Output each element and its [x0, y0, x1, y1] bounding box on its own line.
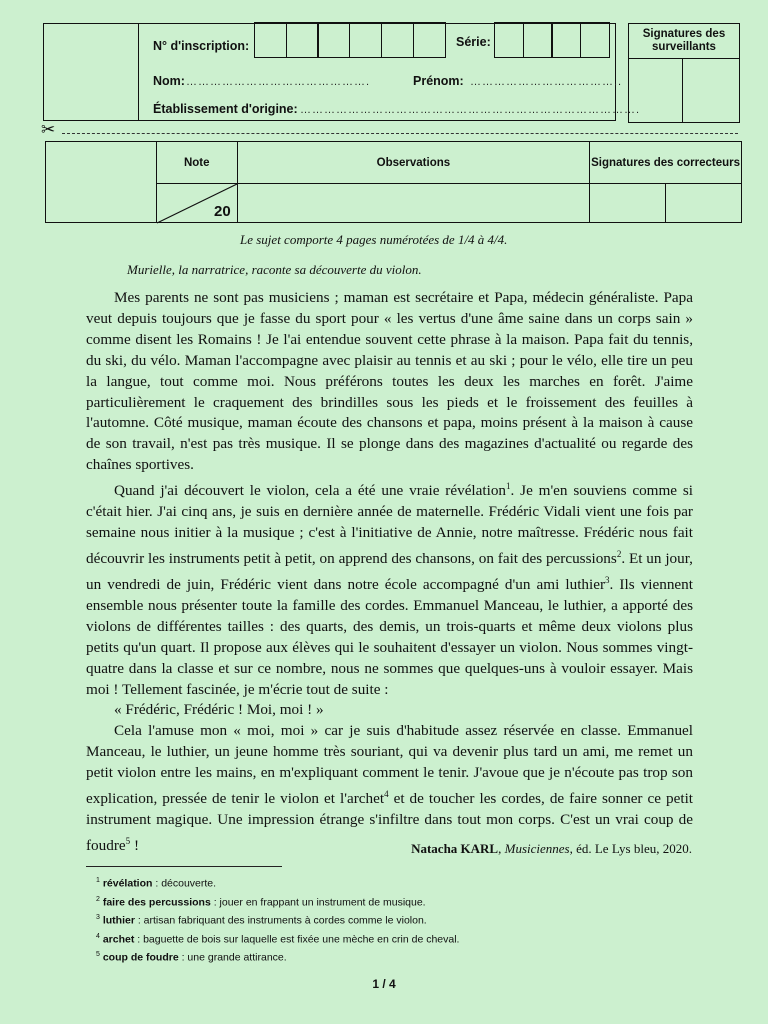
page-notice: Le sujet comporte 4 pages numérotées de 1/4 à 4/4. — [240, 232, 508, 247]
inscription-cells[interactable] — [254, 22, 444, 58]
footnotes — [96, 873, 459, 966]
observations-header: Observations — [237, 142, 589, 184]
work-title: Musiciennes — [504, 841, 570, 856]
serie-label: Série: — [456, 35, 491, 49]
p2-part-a: Quand j'ai découvert le violon, cela a été une vraie révélation — [114, 482, 507, 500]
etablissement-label: Établissement d'origine: — [153, 102, 298, 116]
paragraph-3: « Frédéric, Frédéric ! Moi, moi ! » — [114, 701, 324, 719]
footnote-ref-1: 1 — [506, 481, 511, 492]
p2-part-c: . Et un jour, un vendredi de juin, Frédéric vient dans notre école accompagné d'un ami luthier — [86, 550, 693, 593]
footnote-rule — [86, 866, 282, 867]
footnote-5: $^5$ coup de foudre : une grande attirance. — [96, 951, 287, 964]
serie-cells[interactable] — [494, 22, 609, 58]
surveillants-divider-h — [628, 58, 740, 59]
p4-part-b: et de toucher les cordes, de faire sonner ce petit instrument magique. Une impression étrange s'infiltre dans tout mon corps. C'est un vrai coup de foudre — [86, 790, 694, 854]
nom-label: Nom: — [153, 74, 185, 88]
footnote-ref-4: 4 — [384, 789, 389, 800]
paragraph-2 — [86, 476, 693, 700]
intro-line: Murielle, la narratrice, raconte sa découverte du violon. — [127, 262, 422, 277]
note-max-score: 20 — [213, 203, 231, 220]
paragraph-1: Mes parents ne sont pas musiciens ; maman est secrétaire et Papa, médecin généraliste. Papa veut depuis toujours que je fasse du sport pour « les vertus d'une âme saine dans un corps sain » comme disent les Romains ! Je l'ai entendue souvent cette phrase à la maison. Papa fait du tennis, du ski, du vélo. Maman l'accompagne avec plaisir au tennis et au ski ; pour le vélo, elle tire un peu la langue, tout comme moi. Nous préférons toutes les deux les marches en forêt. J'aime particulièrement le craquement des brindilles sous les pieds et le froissement des feuilles à l'automne. Côté musique, maman écoute des chansons et papa, moins présent à la maison à cause de son travail, n'est pas très musique. Il se plonge dans des magazines d'actualité ou regarde des chaînes sportives. — [86, 289, 693, 474]
observations-cell[interactable] — [237, 184, 589, 223]
source-credit: Natacha KARL, Musiciennes, éd. Le Lys bleu, 2020. — [411, 841, 692, 856]
grading-blank-cell — [46, 142, 157, 223]
author-name: Natacha KARL — [411, 841, 499, 856]
correcteurs-header: Signatures des correcteurs — [590, 142, 742, 184]
note-cell[interactable] — [156, 184, 237, 223]
footnote-ref-5: 5 — [125, 835, 131, 846]
p2-part-b: . Je m'en souviens comme si c'était hier. J'ai cinq ans, je suis en dernière année de maternelle. Frédéric Vidali vient une fois par semaine nous initier à la musique ; c'est à l'initiative de Annie, notre maîtresse. Frédéric nous fait découvrir les instruments petit à petit, on apprend des chansons, on fait des percussions — [86, 482, 693, 567]
footnote-3: $^3$ luthier : artisan fabriquant des instruments à cordes comme le violon. — [96, 914, 427, 927]
scissors-icon: ✂ — [41, 120, 56, 139]
photo-box — [43, 23, 139, 121]
p4-part-a: Cela l'amuse mon « moi, moi » car je suis d'habitude assez réservée en classe. Emmanuel Manceau, le luthier, un jeune homme très souriant, qui va devenir plus tard un ami, me remet un petit violon entre les mains, en m'expliquant comment le tenir. J'avoue que je n'écoute pas trop son explication, pressée de tenir le violon et l'archet — [86, 722, 693, 808]
footnote-ref-3: 3 — [605, 574, 610, 585]
nom-field[interactable]: ………………………………………. — [186, 76, 371, 88]
footnote-ref-2: 2 — [616, 548, 622, 559]
cut-line — [62, 133, 738, 134]
page-number: 1 / 4 — [372, 977, 396, 991]
prenom-label: Prénom: — [413, 74, 464, 88]
footnote-4: $^4$ archet : baguette de bois sur laquelle est fixée une mèche en crin de cheval. — [96, 932, 460, 945]
etablissement-field[interactable]: …………………………………………………………………………. — [300, 104, 641, 116]
surveillants-label: Signatures des surveillants — [642, 28, 726, 53]
correcteur-1-cell[interactable] — [590, 184, 666, 223]
correcteur-2-cell[interactable] — [666, 184, 742, 223]
footnote-1: $^1$ révélation : découverte. — [96, 877, 217, 890]
publisher-info: , éd. Le Lys bleu, 2020. — [569, 841, 692, 856]
inscription-label: N° d'inscription: — [153, 39, 250, 53]
note-header: Note — [156, 142, 237, 184]
passage — [86, 288, 693, 857]
footnote-2: $^2$ faire des percussions : jouer en frappant un instrument de musique. — [96, 895, 426, 908]
surveillants-divider-v — [682, 58, 683, 123]
p2-part-d: . Ils viennent ensemble nous présenter toute la famille des cordes. Emmanuel Manceau, le luthier, a apporté des violons de différentes tailles : des quarts, des demis, un trois-quarts et même deux violons plus petits qu'un quart. Il propose aux élèves qui le souhaitent d'essayer un violon. Nous sommes vingt-quatre dans la classe et sur ce nombre, nous ne sommes que quelques-uns à vouloir essayer. Mais moi ! Tellement fascinée, je m'écrie tout de suite : — [86, 575, 693, 698]
prenom-field[interactable]: ……………………………….. — [470, 76, 623, 88]
grading-table — [45, 141, 742, 223]
p4-part-c: ! — [130, 836, 139, 854]
paragraph-4 — [86, 721, 693, 857]
